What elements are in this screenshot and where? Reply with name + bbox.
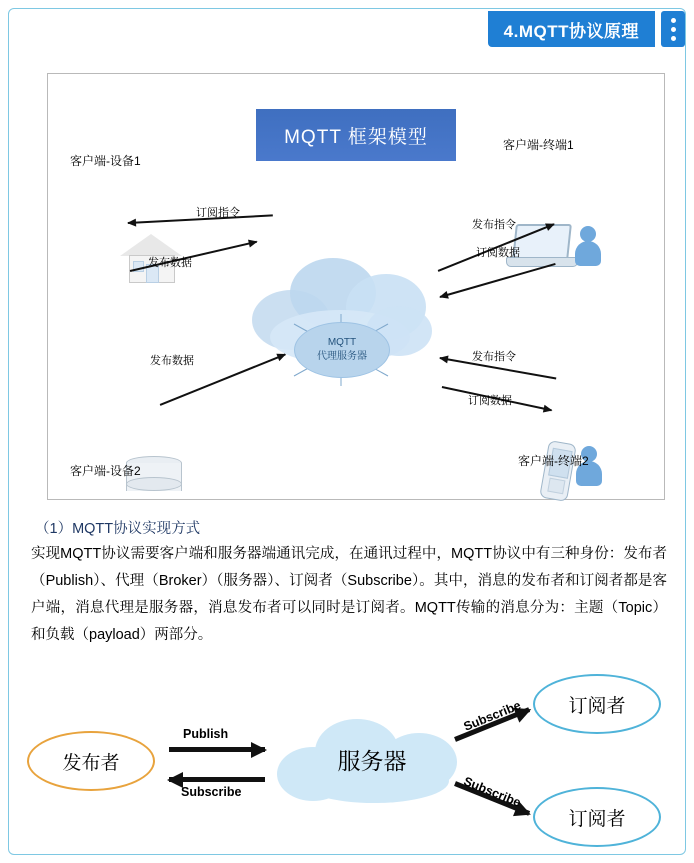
page-title: 4.MQTT协议原理: [488, 11, 655, 47]
broker-label-line2: 代理服务器: [317, 351, 367, 362]
publisher-node: 发布者: [27, 731, 155, 791]
node-label-device2: 客户端-设备2: [70, 464, 141, 478]
subscriber-node-2: 订阅者: [533, 787, 661, 847]
section-paragraph: 实现MQTT协议需要客户端和服务器端通讯完成，在通讯过程中，MQTT协议中有三种身份：发布者（Publish）、代理（Broker）（服务器）、订阅者（Subscribe）。其中，消息的发布者和订阅者都是客户端，消息代理是服务器，消息发布者可以同时是订阅者。MQTT传输的消息分为：主题（Topic）和负载（payload）两部分。: [31, 546, 667, 643]
arrow-publish: [169, 747, 265, 752]
node-label-terminal1: 客户端-终端1: [503, 138, 574, 152]
arrow-subscribe-back: [169, 777, 265, 782]
arrow-label-subscribe-data-1: 订阅数据: [476, 247, 520, 259]
more-vertical-icon[interactable]: [661, 11, 685, 47]
node-label-device1: 客户端-设备1: [70, 154, 141, 168]
server-cloud-shape: [277, 717, 467, 803]
arrow-label-subscribe-command-1: 订阅指令: [196, 207, 240, 219]
arrow-label-subscribe-top: Subscribe: [461, 698, 523, 734]
arrow-label-subscribe-back: Subscribe: [181, 785, 242, 799]
broker-label-line1: MQTT: [327, 337, 357, 348]
subscriber-node-1: 订阅者: [533, 674, 661, 734]
figure-title: MQTT 框架模型: [256, 109, 456, 161]
arrow-label-publish-data-1: 发布数据: [148, 257, 192, 269]
arrow-subscribe-data-1: [440, 263, 556, 298]
mobile-phone-icon: [539, 440, 577, 502]
pubsub-figure: [9, 659, 686, 854]
arrow-label-publish-command-2: 发布指令: [472, 351, 516, 363]
arrow-label-subscribe-data-2: 订阅数据: [468, 395, 512, 407]
mqtt-architecture-figure: [47, 73, 665, 500]
arrow-label-publish-data-2: 发布数据: [150, 355, 194, 367]
mqtt-broker-node: [294, 322, 390, 378]
person-icon-terminal1: [575, 226, 601, 266]
server-node-label: 服务器: [337, 748, 407, 774]
node-label-terminal2: 客户端-终端2: [518, 454, 589, 468]
arrow-label-subscribe-bottom: Subscribe: [461, 774, 523, 810]
document-page: [8, 8, 686, 855]
arrow-label-publish: Publish: [183, 727, 229, 741]
header-bar: [488, 8, 685, 52]
arrow-label-publish-command-1: 发布指令: [472, 219, 516, 231]
section-caption: （1）MQTT协议实现方式: [35, 521, 201, 537]
